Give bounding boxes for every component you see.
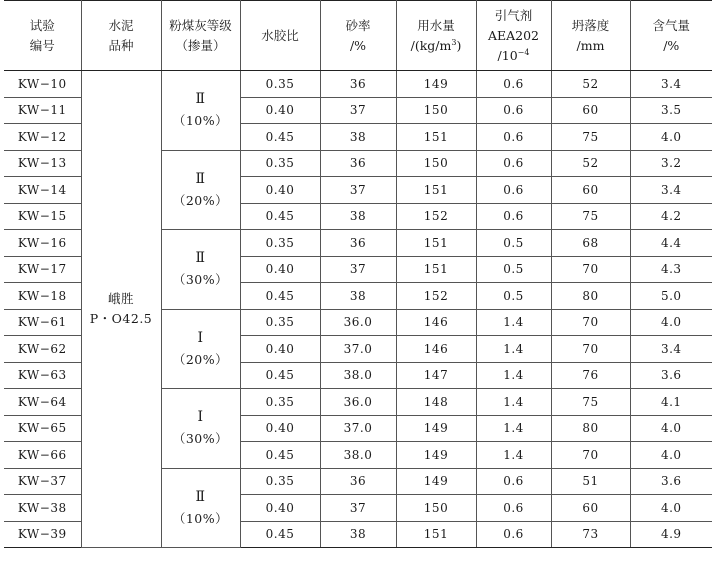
header-water-line1: 用水量 bbox=[417, 17, 455, 33]
cell-wc: 0.40 bbox=[240, 495, 320, 522]
table-row bbox=[4, 71, 712, 98]
cell-wc: 0.40 bbox=[240, 336, 320, 363]
cell-wc: 0.35 bbox=[240, 309, 320, 336]
cell-cement-type bbox=[81, 71, 161, 548]
cell-test-id: KW−10 bbox=[4, 71, 81, 98]
cell-wc: 0.35 bbox=[240, 389, 320, 416]
cell-water: 149 bbox=[396, 442, 476, 469]
cell-air: 3.4 bbox=[630, 336, 712, 363]
cell-wc: 0.35 bbox=[240, 71, 320, 98]
cell-water: 151 bbox=[396, 124, 476, 151]
cell-sand: 36.0 bbox=[320, 389, 396, 416]
cell-slump: 60 bbox=[551, 97, 630, 124]
cell-aea: 1.4 bbox=[476, 389, 551, 416]
cell-slump: 52 bbox=[551, 71, 630, 98]
header-cement-line2: 品种 bbox=[108, 37, 134, 53]
cell-water: 152 bbox=[396, 283, 476, 310]
flyash-grade: Ⅱ bbox=[195, 170, 206, 187]
header-aea-unit: /10 bbox=[497, 47, 518, 63]
cell-wc: 0.35 bbox=[240, 150, 320, 177]
cell-test-id: KW−18 bbox=[4, 283, 81, 310]
cell-sand: 38 bbox=[320, 124, 396, 151]
cell-aea: 0.6 bbox=[476, 468, 551, 495]
header-air-line1: 含气量 bbox=[652, 17, 690, 33]
cell-slump: 60 bbox=[551, 177, 630, 204]
cell-air: 4.0 bbox=[630, 495, 712, 522]
cell-wc: 0.45 bbox=[240, 283, 320, 310]
cell-flyash-grade bbox=[161, 71, 240, 151]
header-row bbox=[4, 1, 712, 71]
cell-test-id: KW−13 bbox=[4, 150, 81, 177]
flyash-grade: Ⅱ bbox=[195, 91, 206, 108]
header-water bbox=[396, 1, 476, 71]
cell-wc: 0.35 bbox=[240, 468, 320, 495]
header-test-no-line2: 编号 bbox=[29, 37, 55, 53]
cell-flyash-grade bbox=[161, 389, 240, 469]
header-test-no bbox=[4, 1, 81, 71]
cell-wc: 0.40 bbox=[240, 256, 320, 283]
cell-test-id: KW−64 bbox=[4, 389, 81, 416]
cell-sand: 36.0 bbox=[320, 309, 396, 336]
cell-air: 3.4 bbox=[630, 177, 712, 204]
cell-air: 4.2 bbox=[630, 203, 712, 230]
cell-aea: 1.4 bbox=[476, 309, 551, 336]
cell-wc: 0.35 bbox=[240, 230, 320, 257]
cell-sand: 36 bbox=[320, 71, 396, 98]
cell-sand: 36 bbox=[320, 150, 396, 177]
cell-sand: 38 bbox=[320, 521, 396, 548]
cell-test-id: KW−17 bbox=[4, 256, 81, 283]
cell-aea: 1.4 bbox=[476, 415, 551, 442]
cell-test-id: KW−65 bbox=[4, 415, 81, 442]
flyash-dosage: （30%） bbox=[172, 431, 229, 447]
flyash-grade: Ⅰ bbox=[197, 409, 204, 426]
cell-slump: 76 bbox=[551, 362, 630, 389]
cell-slump: 52 bbox=[551, 150, 630, 177]
flyash-dosage: （20%） bbox=[172, 351, 229, 367]
cell-slump: 80 bbox=[551, 415, 630, 442]
mix-proportion-table bbox=[4, 0, 712, 548]
cell-sand: 37 bbox=[320, 256, 396, 283]
cell-aea: 0.6 bbox=[476, 177, 551, 204]
table-body bbox=[4, 71, 712, 548]
cell-sand: 38.0 bbox=[320, 362, 396, 389]
cell-air: 4.9 bbox=[630, 521, 712, 548]
cell-test-id: KW−11 bbox=[4, 97, 81, 124]
cell-wc: 0.40 bbox=[240, 415, 320, 442]
cell-aea: 0.6 bbox=[476, 124, 551, 151]
cell-slump: 70 bbox=[551, 442, 630, 469]
cell-air: 3.6 bbox=[630, 468, 712, 495]
cell-wc: 0.45 bbox=[240, 521, 320, 548]
cell-wc: 0.45 bbox=[240, 362, 320, 389]
cell-wc: 0.45 bbox=[240, 442, 320, 469]
cell-aea: 0.6 bbox=[476, 71, 551, 98]
header-aea bbox=[476, 1, 551, 71]
cement-type-line: 峨胜 bbox=[107, 291, 134, 306]
cell-slump: 70 bbox=[551, 256, 630, 283]
header-aea-exp: −4 bbox=[517, 47, 530, 57]
header-wc bbox=[240, 1, 320, 71]
cell-test-id: KW−63 bbox=[4, 362, 81, 389]
cell-slump: 70 bbox=[551, 309, 630, 336]
cell-air: 4.4 bbox=[630, 230, 712, 257]
cell-flyash-grade bbox=[161, 468, 240, 548]
cell-air: 3.4 bbox=[630, 71, 712, 98]
cell-sand: 37.0 bbox=[320, 336, 396, 363]
cell-wc: 0.40 bbox=[240, 97, 320, 124]
cell-test-id: KW−39 bbox=[4, 521, 81, 548]
header-cement bbox=[81, 1, 161, 71]
flyash-dosage: （10%） bbox=[172, 510, 229, 526]
cell-sand: 38.0 bbox=[320, 442, 396, 469]
cell-water: 148 bbox=[396, 389, 476, 416]
cell-water: 149 bbox=[396, 468, 476, 495]
cell-aea: 0.6 bbox=[476, 97, 551, 124]
cell-flyash-grade bbox=[161, 309, 240, 389]
header-water-close: ) bbox=[456, 37, 462, 53]
header-flyash bbox=[161, 1, 240, 71]
cell-water: 150 bbox=[396, 150, 476, 177]
cell-water: 149 bbox=[396, 71, 476, 98]
header-sand bbox=[320, 1, 396, 71]
cell-slump: 75 bbox=[551, 389, 630, 416]
cell-flyash-grade bbox=[161, 150, 240, 230]
cell-water: 150 bbox=[396, 495, 476, 522]
header-test-no-line1: 试验 bbox=[29, 17, 55, 33]
cell-test-id: KW−37 bbox=[4, 468, 81, 495]
header-slump-line1: 坍落度 bbox=[571, 17, 610, 33]
cell-test-id: KW−16 bbox=[4, 230, 81, 257]
cell-air: 3.2 bbox=[630, 150, 712, 177]
cell-sand: 36 bbox=[320, 468, 396, 495]
cell-water: 151 bbox=[396, 256, 476, 283]
cell-water: 152 bbox=[396, 203, 476, 230]
cell-test-id: KW−61 bbox=[4, 309, 81, 336]
cell-aea: 0.6 bbox=[476, 521, 551, 548]
cell-water: 147 bbox=[396, 362, 476, 389]
cell-test-id: KW−15 bbox=[4, 203, 81, 230]
cell-aea: 0.6 bbox=[476, 495, 551, 522]
cell-slump: 73 bbox=[551, 521, 630, 548]
cell-aea: 1.4 bbox=[476, 442, 551, 469]
header-aea-line3 bbox=[477, 46, 551, 66]
flyash-grade: Ⅱ bbox=[195, 488, 206, 505]
cell-air: 4.0 bbox=[630, 415, 712, 442]
cell-sand: 37 bbox=[320, 177, 396, 204]
cell-aea: 0.5 bbox=[476, 230, 551, 257]
header-slump bbox=[551, 1, 630, 71]
cell-air: 4.3 bbox=[630, 256, 712, 283]
cell-wc: 0.45 bbox=[240, 124, 320, 151]
header-aea-line1: 引气剂 bbox=[494, 7, 533, 23]
cell-slump: 75 bbox=[551, 203, 630, 230]
header-cement-line1: 水泥 bbox=[108, 17, 134, 33]
cell-sand: 38 bbox=[320, 283, 396, 310]
flyash-dosage: （30%） bbox=[172, 272, 229, 288]
flyash-grade: Ⅱ bbox=[195, 250, 206, 267]
cell-slump: 80 bbox=[551, 283, 630, 310]
cell-test-id: KW−66 bbox=[4, 442, 81, 469]
cell-air: 5.0 bbox=[630, 283, 712, 310]
header-flyash-line2: （掺量） bbox=[175, 37, 226, 53]
cell-test-id: KW−12 bbox=[4, 124, 81, 151]
cell-water: 151 bbox=[396, 177, 476, 204]
cell-wc: 0.40 bbox=[240, 177, 320, 204]
cell-water: 149 bbox=[396, 415, 476, 442]
cell-air: 3.6 bbox=[630, 362, 712, 389]
header-water-line2 bbox=[397, 36, 476, 56]
cell-slump: 51 bbox=[551, 468, 630, 495]
cell-water: 151 bbox=[396, 521, 476, 548]
header-sand-line2: /% bbox=[349, 37, 367, 53]
cell-water: 146 bbox=[396, 336, 476, 363]
cell-wc: 0.45 bbox=[240, 203, 320, 230]
cell-air: 3.5 bbox=[630, 97, 712, 124]
cell-air: 4.0 bbox=[630, 442, 712, 469]
header-sand-line1: 砂率 bbox=[345, 17, 371, 33]
cell-flyash-grade bbox=[161, 230, 240, 310]
cell-aea: 0.5 bbox=[476, 283, 551, 310]
cell-water: 151 bbox=[396, 230, 476, 257]
cell-sand: 37.0 bbox=[320, 415, 396, 442]
cell-sand: 37 bbox=[320, 97, 396, 124]
cell-aea: 1.4 bbox=[476, 336, 551, 363]
header-wc-label: 水胶比 bbox=[261, 27, 299, 43]
cell-slump: 68 bbox=[551, 230, 630, 257]
cell-aea: 0.6 bbox=[476, 150, 551, 177]
header-water-unit: /(kg/m bbox=[410, 37, 452, 53]
header-slump-line2: /mm bbox=[576, 37, 605, 53]
flyash-dosage: （20%） bbox=[172, 192, 229, 208]
header-flyash-line1: 粉煤灰等级 bbox=[169, 17, 232, 33]
cell-test-id: KW−14 bbox=[4, 177, 81, 204]
cell-slump: 70 bbox=[551, 336, 630, 363]
cell-sand: 36 bbox=[320, 230, 396, 257]
cell-test-id: KW−62 bbox=[4, 336, 81, 363]
cell-water: 150 bbox=[396, 97, 476, 124]
cell-aea: 0.6 bbox=[476, 203, 551, 230]
cell-slump: 60 bbox=[551, 495, 630, 522]
cell-air: 4.1 bbox=[630, 389, 712, 416]
cell-sand: 38 bbox=[320, 203, 396, 230]
header-aea-line2: AEA202 bbox=[487, 27, 540, 43]
header-water-exp: 3 bbox=[451, 37, 457, 47]
cell-water: 146 bbox=[396, 309, 476, 336]
cell-sand: 37 bbox=[320, 495, 396, 522]
cell-slump: 75 bbox=[551, 124, 630, 151]
cement-type-line: P・O42.5 bbox=[89, 311, 153, 326]
cell-air: 4.0 bbox=[630, 309, 712, 336]
cell-test-id: KW−38 bbox=[4, 495, 81, 522]
flyash-dosage: （10%） bbox=[172, 113, 229, 129]
header-air-line2: /% bbox=[663, 37, 680, 53]
cell-aea: 1.4 bbox=[476, 362, 551, 389]
cell-air: 4.0 bbox=[630, 124, 712, 151]
header-air bbox=[630, 1, 712, 71]
flyash-grade: Ⅰ bbox=[197, 329, 204, 346]
cell-aea: 0.5 bbox=[476, 256, 551, 283]
